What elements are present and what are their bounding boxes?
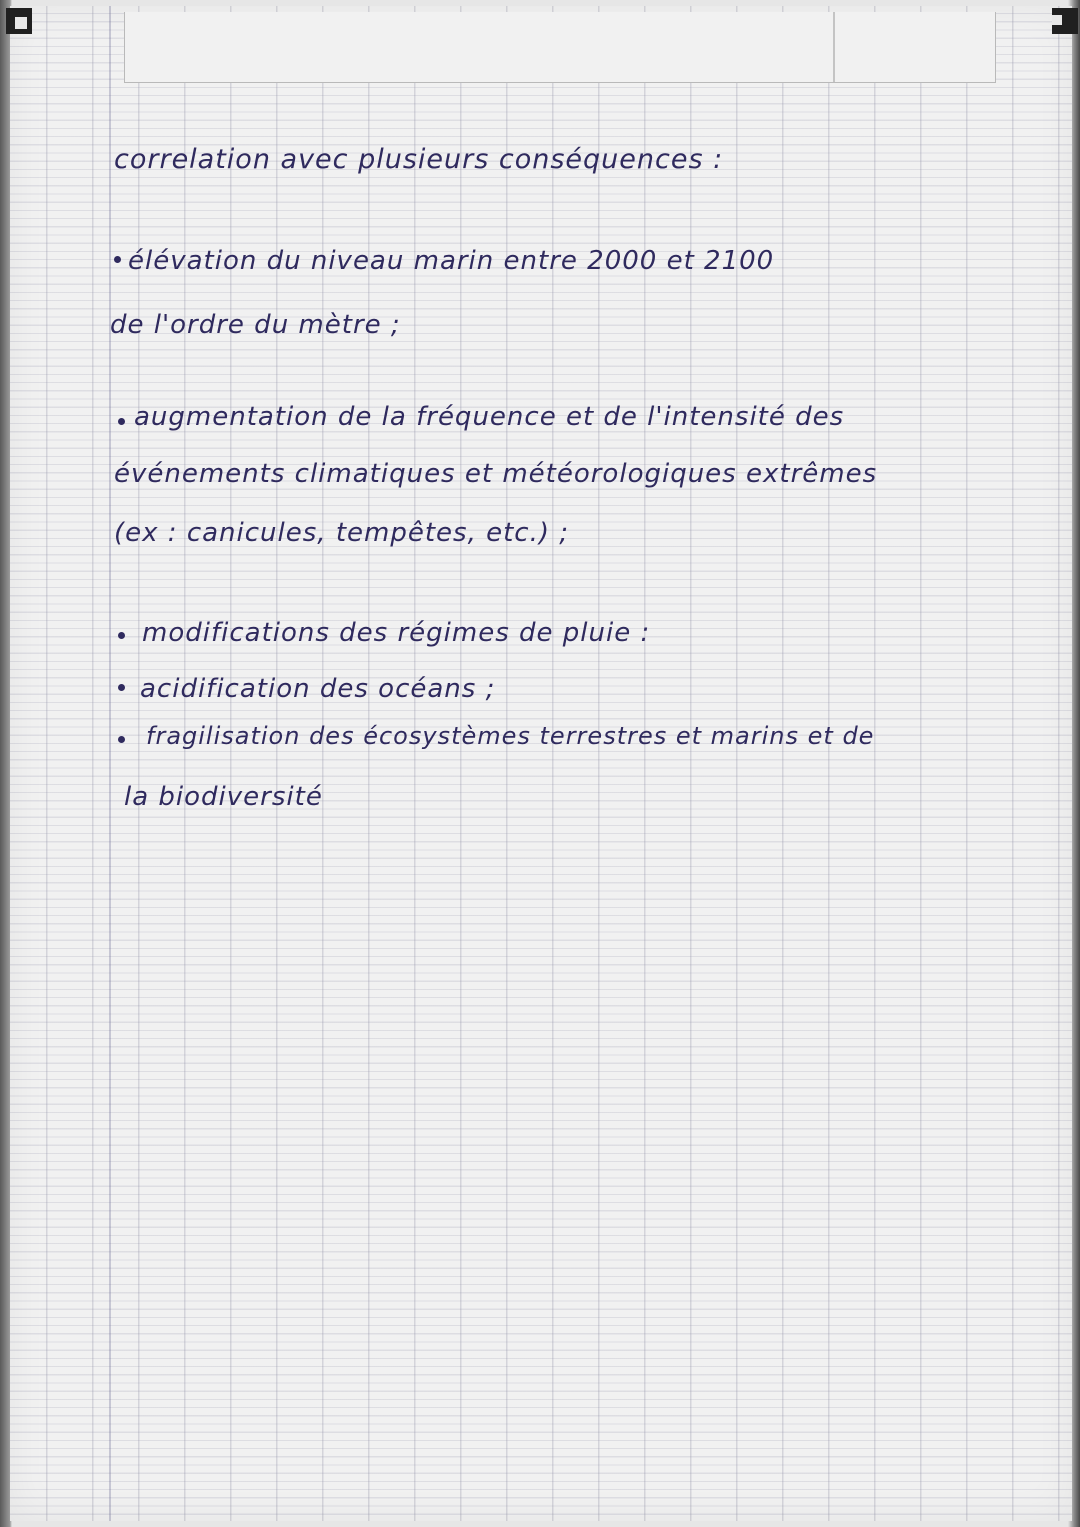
line-10: la biodiversité xyxy=(124,782,323,812)
line-8: acidification des océans ; xyxy=(140,674,496,704)
line-7: modifications des régimes de pluie : xyxy=(142,618,651,648)
corner-marker-left xyxy=(6,8,32,34)
bullet-1 xyxy=(114,256,121,263)
line-5: événements climatiques et météorologiques extrêmes xyxy=(114,459,878,489)
bullet-5 xyxy=(118,736,125,743)
line-4: augmentation de la fréquence et de l'intensité des xyxy=(134,402,845,432)
line-6: (ex : canicules, tempêtes, etc.) ; xyxy=(114,518,570,548)
line-9: fragilisation des écosystèmes terrestres et marins et de xyxy=(146,722,875,750)
line-2: élévation du niveau marin entre 2000 et 2100 xyxy=(128,246,775,276)
line-1: correlation avec plusieurs conséquences : xyxy=(114,144,724,175)
bullet-2 xyxy=(118,418,125,425)
header-box xyxy=(124,12,996,83)
bullet-4 xyxy=(118,684,125,691)
bullet-3 xyxy=(118,632,125,639)
corner-marker-right xyxy=(1052,8,1078,34)
grid-paper-sheet xyxy=(10,6,1072,1521)
line-3: de l'ordre du mètre ; xyxy=(110,310,401,340)
